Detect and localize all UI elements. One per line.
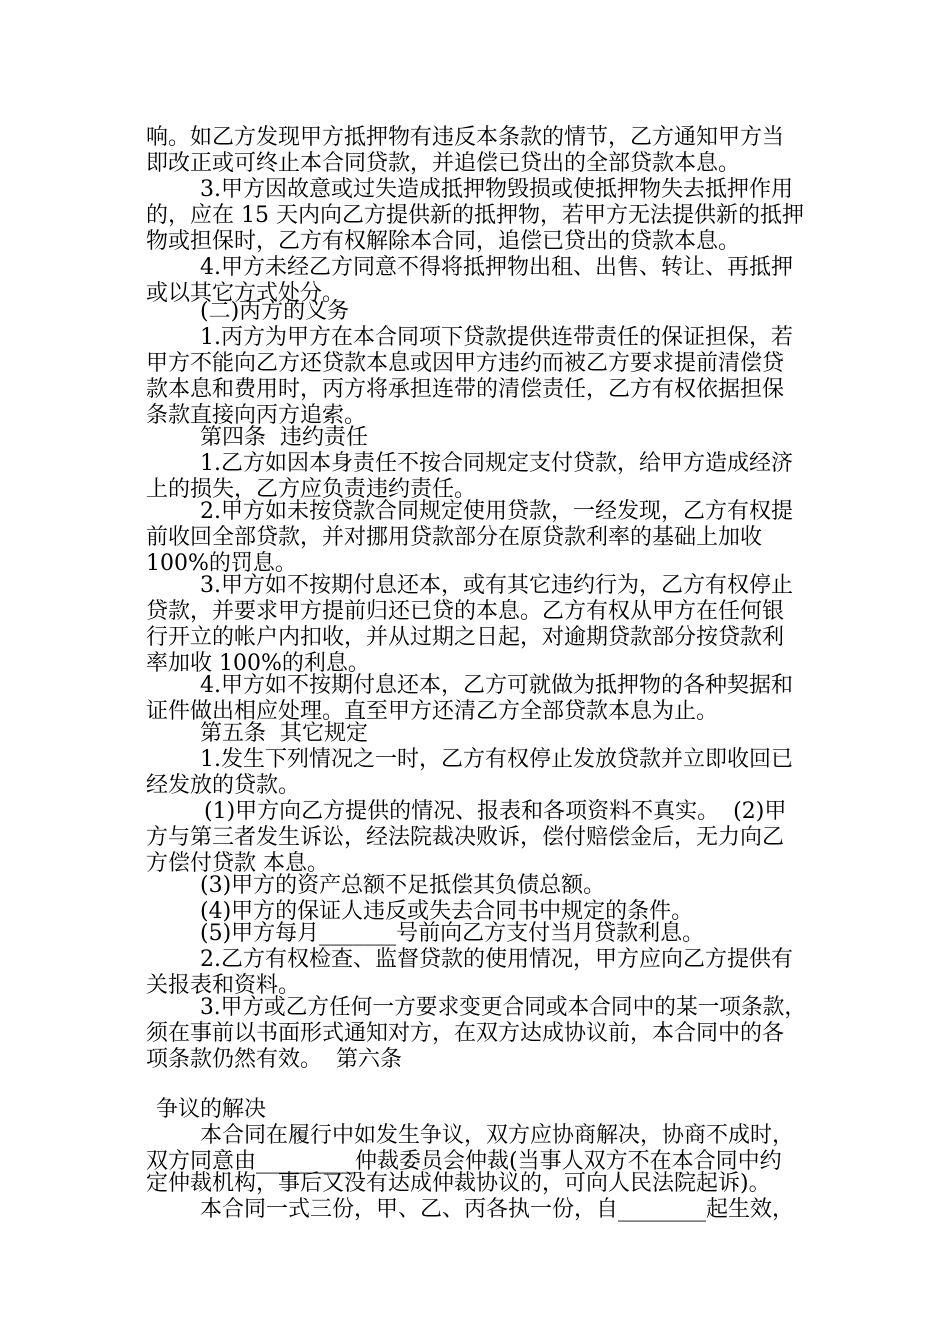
article-heading: 第五条 其它规定: [200, 721, 368, 746]
text-line: 物或担保时，乙方有权解除本合同，追偿已贷出的贷款本息。: [146, 229, 741, 254]
text-line: 款本息和费用时，丙方将承担连带的清偿责任，乙方有权依据担保: [146, 377, 785, 402]
text-line: 本合同一式三份，甲、乙、丙各执一份，自________起生效，: [200, 1197, 795, 1222]
text-line: 4.甲方如不按期付息还本，乙方可就做为抵押物的各种契据和: [200, 673, 793, 698]
text-line: 甲方不能向乙方还贷款本息或因甲方违约而被乙方要求提前清偿贷: [146, 351, 785, 376]
text-line: (3)甲方的资产总额不足抵偿其负债总额。: [200, 873, 606, 898]
text-line: 响。如乙方发现甲方抵押物有违反本条款的情节，乙方通知甲方当: [146, 125, 785, 150]
text-line: 的，应在 15 天内向乙方提供新的抵押物，若甲方无法提供新的抵押: [146, 203, 804, 228]
text-line: 2.乙方有权检查、监督贷款的使用情况，甲方应向乙方提供有: [200, 947, 793, 972]
text-line: (5)甲方每月_______号前向乙方支付当月贷款利息。: [200, 921, 705, 946]
text-line: 行开立的帐户内扣收，并从过期之日起，对逾期贷款部分按贷款利: [146, 625, 785, 650]
text-line: (1)甲方向乙方提供的情况、报表和各项资料不真实。 (2)甲: [204, 799, 787, 824]
text-line: 关报表和资料。: [146, 973, 301, 998]
text-line: 条款直接向丙方追索。: [146, 403, 367, 428]
text-line: 即改正或可终止本合同贷款，并追偿已贷出的全部贷款本息。: [146, 151, 741, 176]
text-line: 1.乙方如因本身责任不按合同规定支付贷款，给甲方造成经济: [200, 451, 793, 476]
text-line: 1.发生下列情况之一时，乙方有权停止发放贷款并立即收回已: [200, 747, 793, 772]
text-line: 1.丙方为甲方在本合同项下贷款提供连带责任的保证担保，若: [200, 325, 793, 350]
text-line: 100%的罚息。: [146, 551, 297, 576]
text-line: 方偿付贷款 本息。: [146, 851, 329, 876]
text-line: 3.甲方因故意或过失造成抵押物毁损或使抵押物失去抵押作用: [200, 177, 793, 202]
text-line: 贷款，并要求甲方提前归还已贷的本息。乙方有权从甲方在任何银: [146, 599, 785, 624]
text-line: 上的损失，乙方应负责违约责任。: [146, 477, 477, 502]
text-line: 3.甲方或乙方任何一方要求变更合同或本合同中的某一项条款，: [200, 995, 807, 1020]
text-line: 前收回全部贷款，并对挪用贷款部分在原贷款利率的基础上加收: [146, 525, 763, 550]
text-line: 3.甲方如不按期付息还本，或有其它违约行为，乙方有权停止: [200, 573, 793, 598]
text-line: 4.甲方未经乙方同意不得将抵押物出租、出售、转让、再抵押: [200, 255, 793, 280]
article-heading: 第四条 违约责任: [200, 425, 368, 450]
text-line: 或以其它方式处分。: [146, 281, 345, 306]
text-line: 须在事前以书面形式通知对方，在双方达成协议前，本合同中的各: [146, 1021, 785, 1046]
text-line: 双方同意由_________仲裁委员会仲裁(当事人双方不在本合同中约: [146, 1149, 782, 1174]
text-line: 率加收 100%的利息。: [146, 651, 370, 676]
text-line: 项条款仍然有效。 第六条: [146, 1047, 402, 1072]
text-line: 2.甲方如未按贷款合同规定使用贷款，一经发现，乙方有权提: [200, 499, 793, 524]
text-line: 方与第三者发生诉讼，经法院裁决败诉，偿付赔偿金后，无力向乙: [146, 825, 785, 850]
text-line: 经发放的贷款。: [146, 773, 301, 798]
text-line: 定仲裁机构，事后又没有达成仲裁协议的，可向人民法院起诉)。: [146, 1171, 771, 1196]
text-line: 证件做出相应处理。直至甲方还清乙方全部贷款本息为止。: [146, 699, 719, 724]
section-heading: 争议的解决: [156, 1097, 267, 1122]
section-heading: (二)丙方的义务: [200, 299, 350, 324]
text-line: 本合同在履行中如发生争议，双方应协商解决，协商不成时，: [200, 1123, 795, 1148]
text-line: (4)甲方的保证人违反或失去合同书中规定的条件。: [200, 899, 694, 924]
